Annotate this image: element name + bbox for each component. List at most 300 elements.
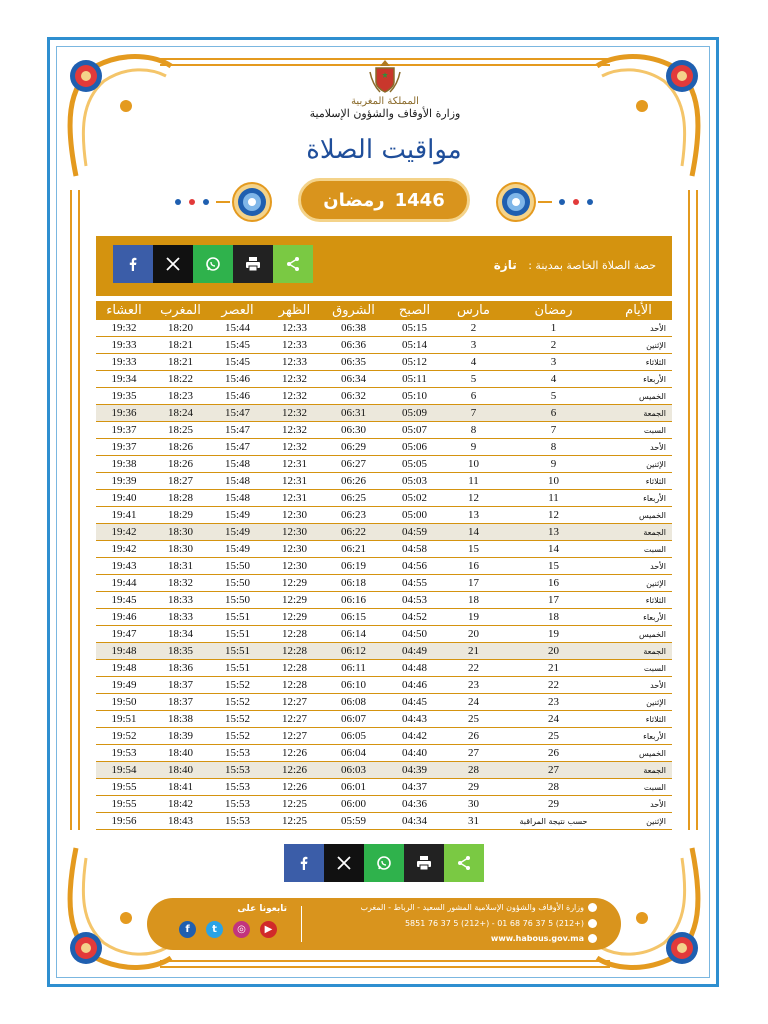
cell-asr: 15:52 (209, 677, 266, 694)
cell-dhuhr: 12:29 (266, 609, 323, 626)
facebook-share-button[interactable] (284, 844, 324, 882)
hijri-year: 1446 (394, 189, 445, 211)
footer-bar (147, 898, 621, 950)
col-header-day: الأيام (605, 301, 672, 320)
cell-gregorian-day: 9 (445, 439, 502, 456)
cell-asr: 15:51 (209, 643, 266, 660)
corner-ornament-icon (56, 46, 176, 186)
whatsapp-icon (205, 256, 221, 272)
cell-hijri-day: 21 (502, 660, 605, 677)
cell-isha: 19:42 (96, 541, 152, 558)
cell-weekday: الأحد (605, 677, 672, 694)
table-row (96, 524, 672, 541)
cell-asr: 15:49 (209, 507, 266, 524)
cell-weekday: الثلاثاء (605, 711, 672, 728)
table-row (96, 354, 672, 371)
facebook-icon (297, 856, 311, 870)
cell-hijri-day: 24 (502, 711, 605, 728)
cell-isha: 19:41 (96, 507, 152, 524)
cell-asr: 15:45 (209, 354, 266, 371)
print-button[interactable] (404, 844, 444, 882)
cell-dhuhr: 12:26 (266, 745, 323, 762)
cell-fajr: 04:43 (384, 711, 445, 728)
cell-gregorian-day: 7 (445, 405, 502, 422)
cell-dhuhr: 12:28 (266, 677, 323, 694)
cell-hijri-day: 17 (502, 592, 605, 609)
table-row (96, 813, 672, 830)
cell-dhuhr: 12:28 (266, 643, 323, 660)
cell-asr: 15:53 (209, 796, 266, 813)
rosette-icon (496, 182, 536, 222)
cell-dhuhr: 12:33 (266, 354, 323, 371)
cell-dhuhr: 12:28 (266, 660, 323, 677)
cell-dhuhr: 12:30 (266, 541, 323, 558)
cell-maghrib: 18:33 (152, 592, 209, 609)
cell-asr: 15:48 (209, 456, 266, 473)
cell-shuruq: 06:19 (323, 558, 384, 575)
cell-weekday: الإثنين (605, 694, 672, 711)
cell-gregorian-day: 27 (445, 745, 502, 762)
cell-fajr: 05:11 (384, 371, 445, 388)
cell-gregorian-day: 24 (445, 694, 502, 711)
x-icon (337, 856, 351, 870)
table-header-row (96, 301, 672, 320)
cell-weekday: الأربعاء (605, 490, 672, 507)
website-link[interactable]: www.habous.gov.ma (490, 934, 584, 943)
cell-weekday: الأحد (605, 558, 672, 575)
cell-asr: 15:52 (209, 694, 266, 711)
cell-gregorian-day: 28 (445, 762, 502, 779)
cell-isha: 19:55 (96, 796, 152, 813)
page-title: مواقيت الصلاة (306, 135, 462, 165)
cell-fajr: 05:03 (384, 473, 445, 490)
cell-maghrib: 18:23 (152, 388, 209, 405)
youtube-link-icon[interactable]: ▶ (260, 921, 277, 938)
print-icon (245, 256, 261, 272)
cell-hijri-day: 2 (502, 337, 605, 354)
table-row (96, 439, 672, 456)
cell-gregorian-day: 4 (445, 354, 502, 371)
cell-fajr: 04:56 (384, 558, 445, 575)
cell-maghrib: 18:26 (152, 456, 209, 473)
x-share-button[interactable] (153, 245, 193, 283)
cell-dhuhr: 12:31 (266, 490, 323, 507)
cell-weekday: الأحد (605, 320, 672, 337)
print-button[interactable] (233, 245, 273, 283)
cell-shuruq: 06:01 (323, 779, 384, 796)
cell-isha: 19:53 (96, 745, 152, 762)
twitter-link-icon[interactable]: t (206, 921, 223, 938)
cell-gregorian-day: 20 (445, 626, 502, 643)
table-row (96, 490, 672, 507)
cell-hijri-day: 29 (502, 796, 605, 813)
cell-fajr: 04:52 (384, 609, 445, 626)
cell-shuruq: 06:34 (323, 371, 384, 388)
location-icon (588, 903, 597, 912)
cell-maghrib: 18:32 (152, 575, 209, 592)
cell-dhuhr: 12:30 (266, 558, 323, 575)
cell-hijri-day: 1 (502, 320, 605, 337)
cell-hijri-day: 13 (502, 524, 605, 541)
cell-gregorian-day: 15 (445, 541, 502, 558)
share-button[interactable] (273, 245, 313, 283)
cell-weekday: الجمعة (605, 524, 672, 541)
cell-weekday: الأحد (605, 439, 672, 456)
x-share-button[interactable] (324, 844, 364, 882)
cell-isha: 19:37 (96, 439, 152, 456)
cell-gregorian-day: 17 (445, 575, 502, 592)
cell-hijri-day: 22 (502, 677, 605, 694)
cell-isha: 19:52 (96, 728, 152, 745)
table-row (96, 388, 672, 405)
phone-icon (588, 919, 597, 928)
cell-weekday: الإثنين (605, 813, 672, 830)
cell-isha: 19:33 (96, 354, 152, 371)
facebook-link-icon[interactable]: f (179, 921, 196, 938)
cell-asr: 15:52 (209, 711, 266, 728)
cell-isha: 19:47 (96, 626, 152, 643)
cell-maghrib: 18:39 (152, 728, 209, 745)
table-row (96, 660, 672, 677)
cell-fajr: 04:58 (384, 541, 445, 558)
phone-text: (+212) 5 37 76 68 01 - (+212) 5 37 76 5851 (404, 919, 584, 928)
cell-shuruq: 06:27 (323, 456, 384, 473)
table-row (96, 371, 672, 388)
cell-dhuhr: 12:28 (266, 626, 323, 643)
cell-maghrib: 18:28 (152, 490, 209, 507)
cell-maghrib: 18:26 (152, 439, 209, 456)
cell-fajr: 05:15 (384, 320, 445, 337)
phone-line (405, 919, 597, 928)
cell-shuruq: 06:00 (323, 796, 384, 813)
cell-hijri-day: 27 (502, 762, 605, 779)
cell-asr: 15:46 (209, 371, 266, 388)
cell-maghrib: 18:27 (152, 473, 209, 490)
cell-dhuhr: 12:26 (266, 762, 323, 779)
cell-weekday: الإثنين (605, 337, 672, 354)
cell-weekday: الخميس (605, 745, 672, 762)
cell-shuruq: 06:03 (323, 762, 384, 779)
cell-weekday: الجمعة (605, 762, 672, 779)
cell-gregorian-day: 18 (445, 592, 502, 609)
cell-weekday: الثلاثاء (605, 473, 672, 490)
cell-dhuhr: 12:27 (266, 711, 323, 728)
cell-weekday: الخميس (605, 507, 672, 524)
cell-maghrib: 18:30 (152, 524, 209, 541)
cell-fajr: 04:36 (384, 796, 445, 813)
cell-isha: 19:40 (96, 490, 152, 507)
cell-maghrib: 18:43 (152, 813, 209, 830)
dots-ornament-icon (536, 196, 596, 208)
cell-asr: 15:49 (209, 541, 266, 558)
table-row (96, 422, 672, 439)
cell-weekday: الجمعة (605, 643, 672, 660)
cell-weekday: الجمعة (605, 405, 672, 422)
cell-shuruq: 06:04 (323, 745, 384, 762)
cell-gregorian-day: 29 (445, 779, 502, 796)
cell-dhuhr: 12:32 (266, 371, 323, 388)
cell-hijri-day: 12 (502, 507, 605, 524)
cell-gregorian-day: 19 (445, 609, 502, 626)
rosette-icon (232, 182, 272, 222)
cell-shuruq: 06:12 (323, 643, 384, 660)
cell-asr: 15:53 (209, 745, 266, 762)
corner-ornament-icon (592, 46, 712, 186)
cell-shuruq: 06:18 (323, 575, 384, 592)
cell-fajr: 04:50 (384, 626, 445, 643)
table-row (96, 643, 672, 660)
cell-hijri-day: 11 (502, 490, 605, 507)
cell-hijri-day: 16 (502, 575, 605, 592)
cell-maghrib: 18:42 (152, 796, 209, 813)
cell-isha: 19:42 (96, 524, 152, 541)
cell-hijri-day: 3 (502, 354, 605, 371)
cell-isha: 19:37 (96, 422, 152, 439)
cell-gregorian-day: 31 (445, 813, 502, 830)
cell-fajr: 04:45 (384, 694, 445, 711)
table-row (96, 405, 672, 422)
table-row (96, 320, 672, 337)
cell-isha: 19:44 (96, 575, 152, 592)
cell-asr: 15:47 (209, 405, 266, 422)
cell-gregorian-day: 10 (445, 456, 502, 473)
cell-weekday: السبت (605, 779, 672, 796)
cell-asr: 15:50 (209, 575, 266, 592)
cell-gregorian-day: 6 (445, 388, 502, 405)
cell-hijri-day: حسب نتيجة المراقبة (502, 813, 605, 830)
cell-fajr: 04:49 (384, 643, 445, 660)
cell-shuruq: 06:10 (323, 677, 384, 694)
cell-maghrib: 18:33 (152, 609, 209, 626)
cell-asr: 15:53 (209, 779, 266, 796)
footer-divider (301, 906, 302, 942)
cell-isha: 19:48 (96, 660, 152, 677)
whatsapp-share-button[interactable] (364, 844, 404, 882)
city-heading (494, 258, 656, 272)
cell-hijri-day: 28 (502, 779, 605, 796)
cell-weekday: الأحد (605, 796, 672, 813)
cell-shuruq: 06:07 (323, 711, 384, 728)
cell-maghrib: 18:25 (152, 422, 209, 439)
cell-asr: 15:45 (209, 337, 266, 354)
whatsapp-share-button[interactable] (193, 245, 233, 283)
table-row (96, 728, 672, 745)
col-header-dhuhr: الظهر (266, 301, 323, 320)
cell-dhuhr: 12:32 (266, 439, 323, 456)
cell-asr: 15:51 (209, 609, 266, 626)
cell-gregorian-day: 2 (445, 320, 502, 337)
cell-weekday: الإثنين (605, 456, 672, 473)
address-line (360, 903, 597, 912)
cell-shuruq: 06:16 (323, 592, 384, 609)
cell-weekday: الثلاثاء (605, 354, 672, 371)
cell-fajr: 05:06 (384, 439, 445, 456)
cell-weekday: الأربعاء (605, 609, 672, 626)
cell-fajr: 04:48 (384, 660, 445, 677)
cell-isha: 19:36 (96, 405, 152, 422)
cell-isha: 19:48 (96, 643, 152, 660)
border-ornament-right (688, 190, 698, 830)
cell-isha: 19:35 (96, 388, 152, 405)
table-row (96, 337, 672, 354)
cell-dhuhr: 12:27 (266, 728, 323, 745)
border-ornament-left (70, 190, 80, 830)
cell-dhuhr: 12:26 (266, 779, 323, 796)
cell-dhuhr: 12:31 (266, 456, 323, 473)
table-row (96, 541, 672, 558)
border-ornament-bottom (160, 960, 610, 968)
cell-maghrib: 18:30 (152, 541, 209, 558)
cell-shuruq: 06:30 (323, 422, 384, 439)
cell-asr: 15:48 (209, 490, 266, 507)
website-line[interactable] (491, 934, 597, 943)
cell-maghrib: 18:22 (152, 371, 209, 388)
cell-hijri-day: 5 (502, 388, 605, 405)
cell-weekday: السبت (605, 422, 672, 439)
cell-isha: 19:51 (96, 711, 152, 728)
cell-isha: 19:56 (96, 813, 152, 830)
share-icon (456, 855, 472, 871)
cell-maghrib: 18:37 (152, 677, 209, 694)
instagram-link-icon[interactable]: ◎ (233, 921, 250, 938)
cell-shuruq: 06:15 (323, 609, 384, 626)
cell-isha: 19:43 (96, 558, 152, 575)
cell-hijri-day: 20 (502, 643, 605, 660)
cell-maghrib: 18:20 (152, 320, 209, 337)
cell-dhuhr: 12:25 (266, 813, 323, 830)
cell-isha: 19:55 (96, 779, 152, 796)
cell-asr: 15:51 (209, 660, 266, 677)
coat-of-arms-icon (368, 58, 402, 96)
cell-fajr: 05:05 (384, 456, 445, 473)
table-row (96, 575, 672, 592)
whatsapp-icon (376, 855, 392, 871)
cell-hijri-day: 7 (502, 422, 605, 439)
cell-dhuhr: 12:31 (266, 473, 323, 490)
cell-hijri-day: 26 (502, 745, 605, 762)
cell-asr: 15:53 (209, 762, 266, 779)
cell-shuruq: 06:11 (323, 660, 384, 677)
follow-us-label: تابعونا على (237, 904, 287, 914)
cell-dhuhr: 12:33 (266, 320, 323, 337)
cell-gregorian-day: 21 (445, 643, 502, 660)
cell-shuruq: 06:36 (323, 337, 384, 354)
cell-maghrib: 18:35 (152, 643, 209, 660)
cell-shuruq: 06:26 (323, 473, 384, 490)
cell-asr: 15:47 (209, 422, 266, 439)
cell-hijri-day: 6 (502, 405, 605, 422)
cell-fajr: 04:59 (384, 524, 445, 541)
cell-asr: 15:44 (209, 320, 266, 337)
cell-fajr: 05:07 (384, 422, 445, 439)
col-header-maghrib: المغرب (152, 301, 209, 320)
cell-gregorian-day: 12 (445, 490, 502, 507)
cell-fajr: 04:37 (384, 779, 445, 796)
cell-hijri-day: 4 (502, 371, 605, 388)
cell-asr: 15:50 (209, 592, 266, 609)
share-toolbar-top (113, 245, 313, 283)
table-row (96, 677, 672, 694)
cell-dhuhr: 12:32 (266, 422, 323, 439)
cell-fajr: 04:40 (384, 745, 445, 762)
cell-fajr: 04:34 (384, 813, 445, 830)
cell-maghrib: 18:21 (152, 337, 209, 354)
cell-gregorian-day: 16 (445, 558, 502, 575)
cell-asr: 15:51 (209, 626, 266, 643)
facebook-share-button[interactable] (113, 245, 153, 283)
cell-fajr: 05:10 (384, 388, 445, 405)
cell-gregorian-day: 11 (445, 473, 502, 490)
x-icon (166, 257, 180, 271)
cell-maghrib: 18:36 (152, 660, 209, 677)
cell-isha: 19:39 (96, 473, 152, 490)
city-label: حصة الصلاة الخاصة بمدينة : (528, 259, 656, 272)
cell-weekday: الأربعاء (605, 371, 672, 388)
cell-fajr: 04:46 (384, 677, 445, 694)
table-row (96, 473, 672, 490)
cell-hijri-day: 14 (502, 541, 605, 558)
cell-weekday: الخميس (605, 626, 672, 643)
cell-fajr: 05:09 (384, 405, 445, 422)
cell-shuruq: 06:08 (323, 694, 384, 711)
cell-hijri-day: 10 (502, 473, 605, 490)
cell-weekday: الخميس (605, 388, 672, 405)
cell-isha: 19:32 (96, 320, 152, 337)
cell-asr: 15:52 (209, 728, 266, 745)
cell-weekday: الإثنين (605, 575, 672, 592)
cell-isha: 19:46 (96, 609, 152, 626)
table-row (96, 745, 672, 762)
print-icon (416, 855, 432, 871)
table-row (96, 456, 672, 473)
cell-hijri-day: 18 (502, 609, 605, 626)
cell-maghrib: 18:21 (152, 354, 209, 371)
cell-shuruq: 06:32 (323, 388, 384, 405)
cell-gregorian-day: 22 (445, 660, 502, 677)
cell-isha: 19:45 (96, 592, 152, 609)
cell-gregorian-day: 14 (445, 524, 502, 541)
facebook-icon (126, 257, 140, 271)
cell-weekday: السبت (605, 541, 672, 558)
table-row (96, 694, 672, 711)
cell-dhuhr: 12:32 (266, 388, 323, 405)
cell-gregorian-day: 23 (445, 677, 502, 694)
cell-isha: 19:50 (96, 694, 152, 711)
cell-hijri-day: 15 (502, 558, 605, 575)
cell-shuruq: 06:05 (323, 728, 384, 745)
cell-hijri-day: 25 (502, 728, 605, 745)
cell-maghrib: 18:29 (152, 507, 209, 524)
cell-maghrib: 18:40 (152, 762, 209, 779)
cell-shuruq: 06:22 (323, 524, 384, 541)
table-row (96, 796, 672, 813)
cell-shuruq: 06:31 (323, 405, 384, 422)
cell-gregorian-day: 8 (445, 422, 502, 439)
cell-isha: 19:33 (96, 337, 152, 354)
cell-asr: 15:46 (209, 388, 266, 405)
cell-isha: 19:38 (96, 456, 152, 473)
cell-hijri-day: 8 (502, 439, 605, 456)
globe-icon (588, 934, 597, 943)
share-button[interactable] (444, 844, 484, 882)
cell-asr: 15:50 (209, 558, 266, 575)
cell-weekday: الثلاثاء (605, 592, 672, 609)
cell-gregorian-day: 13 (445, 507, 502, 524)
prayer-times-table (96, 301, 672, 830)
cell-hijri-day: 9 (502, 456, 605, 473)
cell-fajr: 04:42 (384, 728, 445, 745)
cell-gregorian-day: 30 (445, 796, 502, 813)
